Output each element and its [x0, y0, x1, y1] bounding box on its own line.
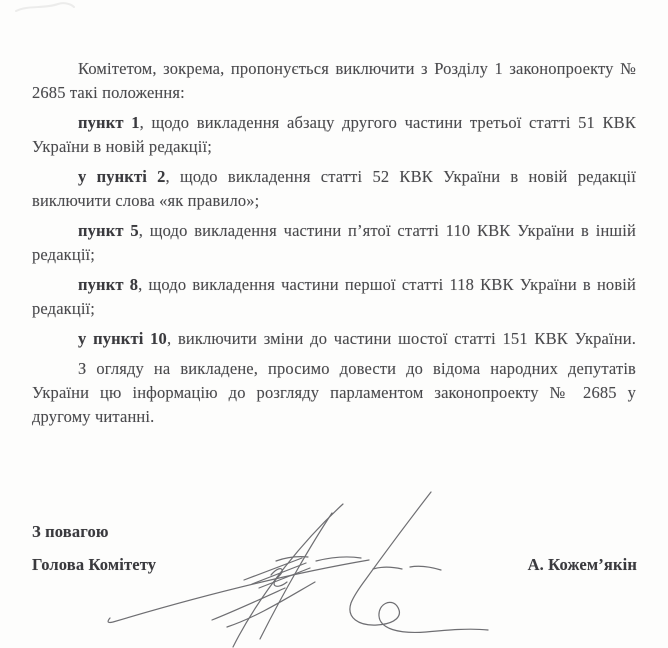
- list-item-punkt-2: [32, 165, 636, 213]
- paragraph-line: [32, 219, 636, 243]
- item-label: у пункті 2: [78, 167, 166, 186]
- item-text: , щодо викладення статті 52 КВК України в новій редакції: [165, 167, 636, 186]
- paragraph-line: редакції;: [32, 299, 96, 318]
- item-label: пункт 1: [78, 113, 140, 132]
- list-item-punkt-10: [32, 327, 636, 351]
- paragraph-line: України цю інформацію до розгляду парламентом законопроекту № 2685 у: [32, 383, 636, 402]
- paragraph-line: другому читанні.: [32, 407, 155, 426]
- signer-title: Голова Комітету: [32, 555, 157, 574]
- signature-row: [32, 553, 637, 577]
- paragraph-line: [32, 165, 636, 189]
- paragraph-line: Комітетом, зокрема, пропонується виключити з Розділу 1 законопроекту №: [78, 59, 636, 78]
- paragraph-line: виключити слова «як правило»;: [32, 191, 260, 210]
- item-text: , виключити зміни до частини шостої статті 151 КВК України.: [166, 329, 636, 348]
- closing-paragraph: [32, 357, 636, 429]
- paragraph-line: [32, 273, 636, 297]
- letter-body: [32, 57, 636, 435]
- item-label: пункт 8: [78, 275, 139, 294]
- paragraph-line: [32, 327, 636, 351]
- signature-salutation: З повагою: [32, 522, 109, 541]
- paragraph-line: [32, 111, 636, 135]
- paragraph-line: України в новій редакції;: [32, 137, 212, 156]
- signer-name: А. Кожем’якін: [527, 555, 637, 574]
- item-text: , щодо викладення частини першої статті 118 КВК України в новій: [138, 275, 636, 294]
- item-text: , щодо викладення абзацу другого частини третьої статті 51 КВК: [139, 113, 636, 132]
- item-text: , щодо викладення частини п’ятої статті 110 КВК України в іншій: [138, 221, 636, 240]
- paragraph-line: З огляду на викладене, просимо довести до відома народних депутатів: [78, 359, 636, 378]
- list-item-punkt-5: [32, 219, 636, 267]
- item-label: пункт 5: [78, 221, 139, 240]
- intro-paragraph: [32, 57, 636, 105]
- item-label: у пункті 10: [78, 329, 167, 348]
- scan-artifact-mark: [14, 0, 78, 18]
- signature-block: [32, 520, 637, 577]
- list-item-punkt-1: [32, 111, 636, 159]
- list-item-punkt-8: [32, 273, 636, 321]
- paragraph-line: редакції;: [32, 245, 96, 264]
- paragraph-line: 2685 такі положення:: [32, 83, 185, 102]
